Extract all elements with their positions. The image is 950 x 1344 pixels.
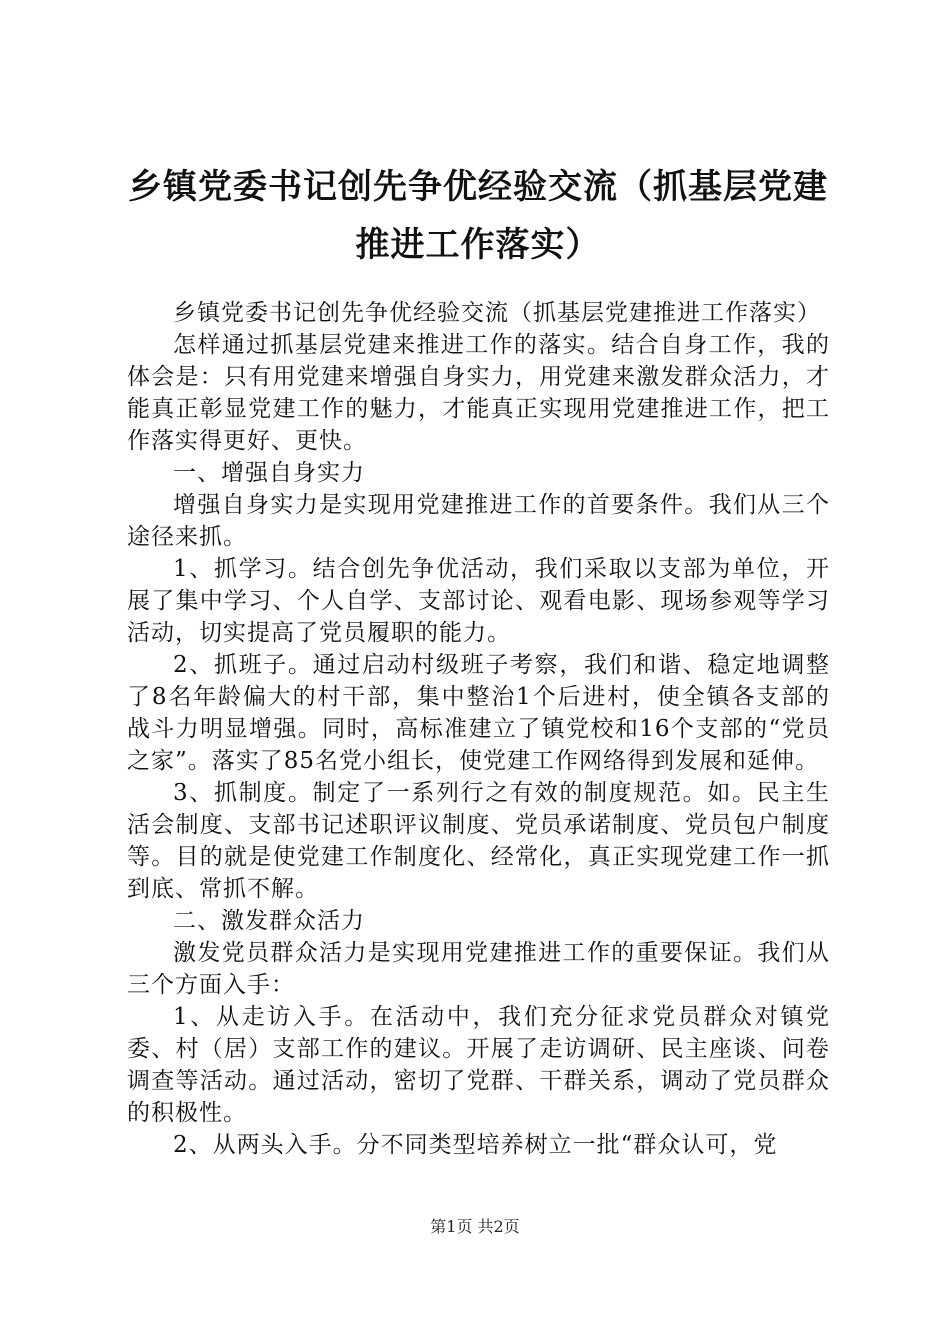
paragraph-section1-intro: 增强自身实力是实现用党建推进工作的首要条件。我们从三个途径来抓。 <box>127 492 830 550</box>
paragraph-subtitle: 乡镇党委书记创先争优经验交流（抓基层党建推进工作落实） <box>173 300 821 326</box>
paragraph-intro: 怎样通过抓基层党建来推进工作的落实。结合自身工作，我的体会是：只有用党建来增强自身实力，用党建来激发群众活力，才能真正彰显党建工作的魅力，才能真正实现用党建推进工作，把工作落实得更好、更快。 <box>127 332 830 454</box>
document-body <box>127 297 830 1161</box>
document-title: 乡镇党委书记创先争优经验交流（抓基层党建推进工作落实） <box>128 167 828 265</box>
paragraph-item-system: 3、抓制度。制定了一系列行之有效的制度规范。如。民主生活会制度、支部书记述职评议制度、党员承诺制度、党员包户制度等。目的就是使党建工作制度化、经常化，真正实现党建工作一抓到底、常抓不解。 <box>127 780 830 902</box>
paragraph-item-team: 2、抓班子。通过启动村级班子考察，我们和谐、稳定地调整了8名年龄偏大的村干部，集中整治1个后进村，使全镇各支部的战斗力明显增强。同时，高标准建立了镇党校和16个支部的“党员之家”。落实了85名党小组长，使党建工作网络得到发展和延伸。 <box>127 652 830 774</box>
paragraph-item-visit: 1、从走访入手。在活动中，我们充分征求党员群众对镇党委、村（居）支部工作的建议。开展了走访调研、民主座谈、问卷调查等活动。通过活动，密切了党群、干群关系，调动了党员群众的积极性。 <box>127 1004 830 1126</box>
paragraph-section2-intro: 激发党员群众活力是实现用党建推进工作的重要保证。我们从三个方面入手： <box>127 940 830 998</box>
paragraph-item-study: 1、抓学习。结合创先争优活动，我们采取以支部为单位，开展了集中学习、个人自学、支部讨论、观看电影、现场参观等学习活动，切实提高了党员履职的能力。 <box>127 556 830 646</box>
section-heading-1: 一、增强自身实力 <box>173 460 365 486</box>
paragraph-item-two-ends: 2、从两头入手。分不同类型培养树立一批“群众认可，党 <box>173 1132 778 1158</box>
section-heading-2: 二、激发群众活力 <box>173 908 365 934</box>
page-footer: 第1页 共2页 <box>430 1217 520 1236</box>
